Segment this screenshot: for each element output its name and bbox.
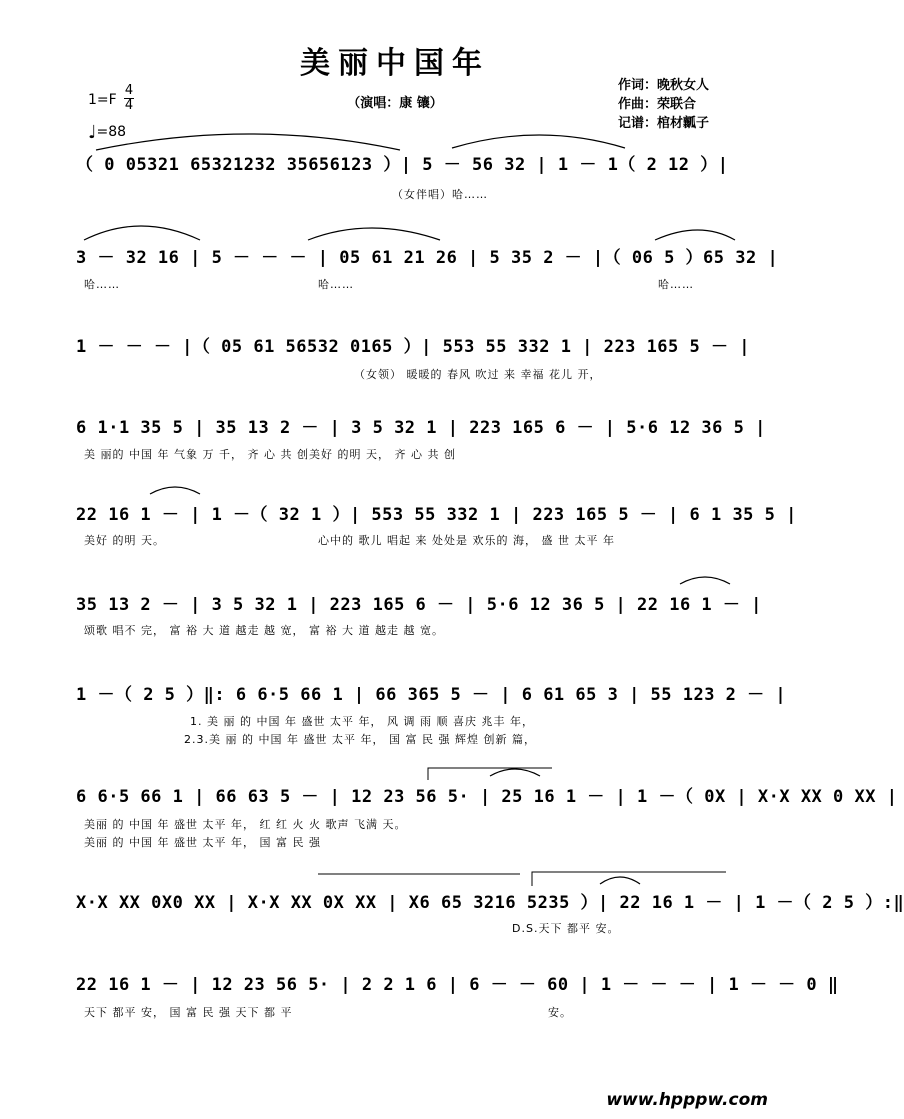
score-line-3: 1 － － － |（ 05 61 56532 0165 ）| 553 55 332 1 | 223 165 5 － | <box>76 337 750 357</box>
score-line-9: X·X XX 0X0 XX | X·X XX 0X XX | X6 65 3216 5235 ）| 22 16 1 － | 1 －（ 2 5 ）:‖ <box>76 893 904 913</box>
lyric-line-3: （女领） 暖暖的 春风 吹过 来 幸福 花儿 开， <box>354 368 602 381</box>
composer-credit: 作曲：荣联合 <box>618 97 697 112</box>
score-line-5: 22 16 1 － | 1 －（ 32 1 ）| 553 55 332 1 | 223 165 5 － | 6 1 35 5 | <box>76 505 797 525</box>
lyric-line-8b: 美丽 的 中国 年 盛世 太平 年， 国 富 民 强 <box>84 836 321 849</box>
score-line-10: 22 16 1 － | 12 23 56 5· | 2 2 1 6 | 6 － － 60 | 1 － － － | 1 － － 0 ‖ <box>76 975 839 995</box>
volta-1 <box>428 768 552 780</box>
score-line-2: 3 － 32 16 | 5 － － － | 05 61 21 26 | 5 35 2 － |（ 06 5 ）65 32 | <box>76 248 779 268</box>
lyric-line-5b: 心中的 歌儿 唱起 来 处处是 欢乐的 海， 盛 世 太平 年 <box>318 534 615 547</box>
slur-line1b <box>452 135 625 148</box>
lyric-line-10a: 天下 都平 安， 国 富 民 强 天下 都 平 <box>84 1006 293 1019</box>
key-signature: 1=F <box>88 92 117 108</box>
lyric-line-1: （女伴唱）哈…… <box>392 188 488 201</box>
lyric-line-4: 美 丽的 中国 年 气象 万 千， 齐 心 共 创美好 的明 天， 齐 心 共 创 <box>84 448 456 461</box>
score-line-1: （ 0 05321 65321232 35656123 ）| 5 － 56 32 | 1 － 1（ 2 12 ）| <box>76 155 729 175</box>
meter-bottom: 4 <box>124 98 134 113</box>
lyric-line-6: 颂歌 唱不 完， 富 裕 大 道 越走 越 宽， 富 裕 大 道 越走 越 宽。 <box>84 624 444 637</box>
lyric-line-2a: 哈…… <box>84 278 120 291</box>
slur-line2b <box>308 228 440 240</box>
score-line-7: 1 －（ 2 5 ）‖: 6 6·5 66 1 | 66 365 5 － | 6 61 65 3 | 55 123 2 － | <box>76 685 787 705</box>
slur-line8 <box>490 769 540 776</box>
lyric-line-2c: 哈…… <box>658 278 694 291</box>
site-watermark: www.hpppw.com <box>606 1090 768 1110</box>
lyric-line-7a: 1. 美 丽 的 中国 年 盛世 太平 年， 风 调 雨 顺 喜庆 兆丰 年， <box>190 715 534 728</box>
slur-line1a <box>96 134 400 150</box>
slur-line2c <box>655 230 735 240</box>
lyric-line-8a: 美丽 的 中国 年 盛世 太平 年， 红 红 火 火 歌声 飞满 天。 <box>84 818 407 831</box>
slur-line6 <box>680 577 730 584</box>
lyric-line-9: D.S.天下 都平 安。 <box>512 922 620 935</box>
score-line-4: 6 1·1 35 5 | 35 13 2 － | 3 5 32 1 | 223 165 6 － | 5·6 12 36 5 | <box>76 418 766 438</box>
slur-line2a <box>84 226 200 240</box>
lyric-line-10b: 安。 <box>548 1006 572 1019</box>
lyric-line-7b: 2.3.美 丽 的 中国 年 盛世 太平 年， 国 富 民 强 辉煌 创新 篇， <box>184 733 536 746</box>
transcriber-credit: 记谱：棺材瓤子 <box>618 116 710 131</box>
slur-line9 <box>600 877 640 884</box>
score-line-8: 6 6·5 66 1 | 66 63 5 － | 12 23 56 5· | 25 16 1 － | 1 －（ 0X | X·X XX 0 XX | <box>76 787 898 807</box>
slur-line5 <box>150 487 200 494</box>
lyricist-credit: 作词：晚秋女人 <box>618 78 710 93</box>
meter-top: 4 <box>124 83 134 98</box>
lyric-line-5a: 美好 的明 天。 <box>84 534 165 547</box>
quarter-note-icon: ♩ <box>88 122 97 143</box>
song-title: 美丽中国年 <box>300 46 490 81</box>
tempo-value: =88 <box>96 124 127 140</box>
singer-line: （演唱：康 镶） <box>347 96 443 111</box>
lyric-line-2b: 哈…… <box>318 278 354 291</box>
score-line-6: 35 13 2 － | 3 5 32 1 | 223 165 6 － | 5·6 12 36 5 | 22 16 1 － | <box>76 595 762 615</box>
